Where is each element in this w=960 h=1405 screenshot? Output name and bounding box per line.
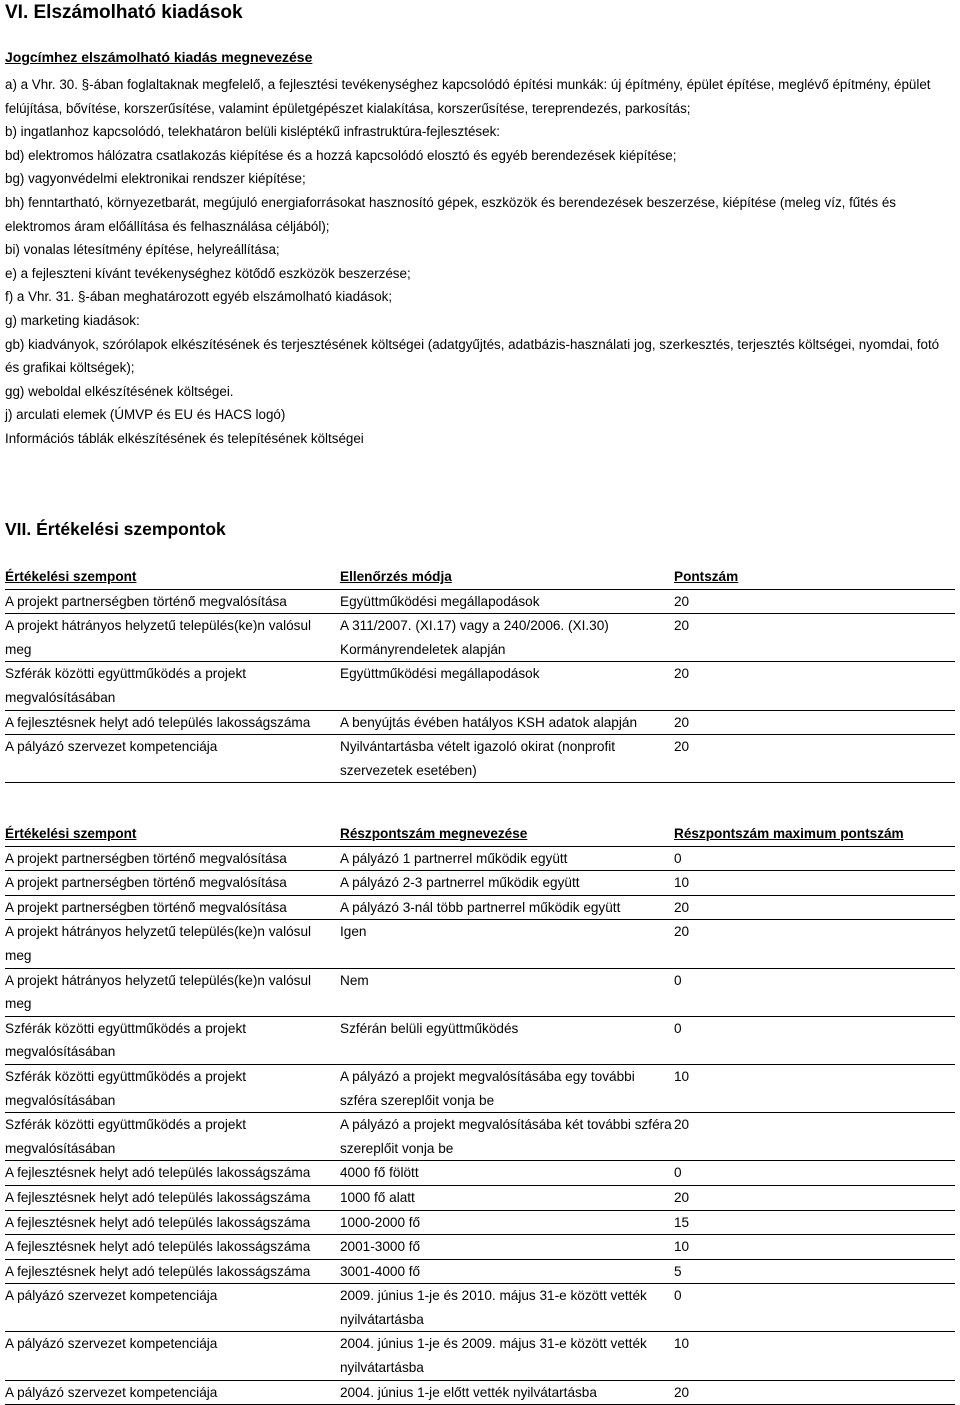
table-row (5, 1185, 955, 1210)
table-cell: 10 (674, 1235, 955, 1260)
table-cell: A pályázó szervezet kompetenciája (5, 1284, 340, 1332)
table-cell: 20 (674, 710, 955, 735)
table-row (5, 614, 955, 662)
table-cell: A 311/2007. (XI.17) vagy a 240/2006. (XI.30) Kormányrendeletek alapján (340, 614, 674, 662)
table-cell: A projekt partnerségben történő megvalósítása (5, 846, 340, 871)
table-cell: Igen (340, 920, 674, 968)
expense-list (5, 73, 955, 451)
table-cell: Együttműködési megállapodások (340, 589, 674, 614)
table-cell: Szférák közötti együttműködés a projekt megvalósításában (5, 1016, 340, 1064)
table-cell: 20 (674, 920, 955, 968)
expense-line: a) a Vhr. 30. §-ában foglaltaknak megfelelő, a fejlesztési tevékenységhez kapcsolódó építési munkák: új építmény, épület építése, meglévő építmény, épület felújítása, bővítése, korszerűsítése, valamint épületgépészet kialakítása, korszerűsítése, tereprendezés, parkosítás; (5, 77, 931, 116)
table-cell: A fejlesztésnek helyt adó település lakosságszáma (5, 1259, 340, 1284)
column-header: Pontszám (674, 565, 955, 589)
table-cell: A pályázó 3-nál több partnerrel működik együtt (340, 895, 674, 920)
table-row (5, 1235, 955, 1260)
table-cell: 20 (674, 662, 955, 710)
expense-line: bh) fenntartható, környezetbarát, megújuló energiaforrásokat hasznosító gépek, eszközök és berendezések beszerzése, kiépítése (meleg víz, fűtés és elektromos áram előállítása és felhasználása céljából); (5, 194, 896, 234)
table-row (5, 871, 955, 896)
table-cell: A benyújtás évében hatályos KSH adatok alapján (340, 710, 674, 735)
table-body (5, 846, 955, 1405)
table-cell: A pályázó szervezet kompetenciája (5, 1380, 340, 1405)
table-cell: A projekt hátrányos helyzetű település(ke)n valósul meg (5, 920, 340, 968)
table-row (5, 1113, 955, 1161)
table-cell: A pályázó szervezet kompetenciája (5, 735, 340, 783)
table-header-row (5, 822, 955, 846)
table-cell: Szférák közötti együttműködés a projekt megvalósításában (5, 1064, 340, 1112)
column-header: Részpontszám maximum pontszám (674, 822, 955, 846)
table-row (5, 1284, 955, 1332)
table-cell: 1000-2000 fő (340, 1210, 674, 1235)
table-cell: A fejlesztésnek helyt adó település lakosságszáma (5, 1185, 340, 1210)
table-cell: Nem (340, 968, 674, 1016)
section-title-expenses: VI. Elszámolható kiadások (5, 2, 243, 23)
table-cell: 15 (674, 1210, 955, 1235)
table-cell: 20 (674, 1185, 955, 1210)
table-cell: 2001-3000 fő (340, 1235, 674, 1260)
table-cell: 20 (674, 589, 955, 614)
table-cell: Nyilvántartásba vételt igazoló okirat (nonprofit szervezetek esetében) (340, 735, 674, 783)
column-header: Részpontszám megnevezése (340, 822, 674, 846)
table-cell: 3001-4000 fő (340, 1259, 674, 1284)
sub-score-table (5, 822, 955, 1405)
column-header: Értékelési szempont (5, 822, 340, 846)
table-cell: 10 (674, 1064, 955, 1112)
table-row (5, 662, 955, 710)
table-row (5, 589, 955, 614)
table-cell: 2009. június 1-je és 2010. május 31-e között vették nyilvátartásba (340, 1284, 674, 1332)
table-cell: A pályázó a projekt megvalósításába két további szféra szereplőit vonja be (340, 1113, 674, 1161)
section-subtitle-expenses: Jogcímhez elszámolható kiadás megnevezése (5, 49, 313, 65)
expense-line: j) arculati elemek (ÚMVP és EU és HACS logó) (5, 407, 286, 423)
table-cell: A projekt partnerségben történő megvalósítása (5, 871, 340, 896)
table-row (5, 968, 955, 1016)
table-body (5, 589, 955, 783)
table-cell: A fejlesztésnek helyt adó település lakosságszáma (5, 1161, 340, 1186)
table-cell: 10 (674, 871, 955, 896)
table-cell: 0 (674, 1284, 955, 1332)
column-header: Ellenőrzés módja (340, 565, 674, 589)
table-cell: A pályázó szervezet kompetenciája (5, 1332, 340, 1380)
table-row (5, 1380, 955, 1405)
table-cell: 0 (674, 968, 955, 1016)
table-cell: A pályázó 1 partnerrel működik együtt (340, 846, 674, 871)
table-cell: 4000 fő fölött (340, 1161, 674, 1186)
expense-line: Információs táblák elkészítésének és telepítésének költségei (5, 430, 364, 446)
expense-line: f) a Vhr. 31. §-ában meghatározott egyéb elszámolható kiadások; (5, 289, 393, 305)
expense-line: bd) elektromos hálózatra csatlakozás kiépítése és a hozzá kapcsolódó elosztó és egyéb berendezések kiépítése; (5, 147, 677, 163)
expense-line: bi) vonalas létesítmény építése, helyreállítása; (5, 242, 280, 258)
table-cell: 20 (674, 1113, 955, 1161)
table-cell: 10 (674, 1332, 955, 1380)
expense-line: e) a fejleszteni kívánt tevékenységhez kötődő eszközök beszerzése; (5, 265, 411, 281)
table-cell: 20 (674, 895, 955, 920)
table-cell: A pályázó 2-3 partnerrel működik együtt (340, 871, 674, 896)
table-row (5, 1016, 955, 1064)
table-row (5, 1064, 955, 1112)
table-cell: 2004. június 1-je és 2009. május 31-e között vették nyilvátartásba (340, 1332, 674, 1380)
expense-line: g) marketing kiadások: (5, 312, 140, 328)
expense-line: bg) vagyonvédelmi elektronikai rendszer kiépítése; (5, 171, 306, 187)
table-row (5, 895, 955, 920)
table-cell: 20 (674, 735, 955, 783)
table-cell: A projekt partnerségben történő megvalósítása (5, 895, 340, 920)
table-cell: A pályázó a projekt megvalósításába egy további szféra szereplőit vonja be (340, 1064, 674, 1112)
expense-line: b) ingatlanhoz kapcsolódó, telekhatáron belüli kisléptékű infrastruktúra-fejlesztések: (5, 124, 500, 140)
table-cell: A projekt hátrányos helyzetű település(ke)n valósul meg (5, 968, 340, 1016)
table-cell: A fejlesztésnek helyt adó település lakosságszáma (5, 1235, 340, 1260)
table-cell: A projekt hátrányos helyzetű település(ke)n valósul meg (5, 614, 340, 662)
table-row (5, 846, 955, 871)
table-cell: 2004. június 1-je előtt vették nyilvátartásba (340, 1380, 674, 1405)
table-cell: Szférán belüli együttműködés (340, 1016, 674, 1064)
table-cell: 0 (674, 1161, 955, 1186)
table-cell: 1000 fő alatt (340, 1185, 674, 1210)
table-row (5, 1332, 955, 1380)
table-row (5, 735, 955, 783)
table-row (5, 920, 955, 968)
table-cell: 20 (674, 1380, 955, 1405)
table-cell: A fejlesztésnek helyt adó település lakosságszáma (5, 1210, 340, 1235)
table-row (5, 1161, 955, 1186)
table-cell: Szférák közötti együttműködés a projekt megvalósításában (5, 1113, 340, 1161)
table-cell: Szférák közötti együttműködés a projekt megvalósításában (5, 662, 340, 710)
table-cell: 0 (674, 846, 955, 871)
table-row (5, 1259, 955, 1284)
section-title-evaluation: VII. Értékelési szempontok (5, 519, 226, 539)
table-row (5, 710, 955, 735)
evaluation-criteria-table (5, 565, 955, 783)
table-cell: A projekt partnerségben történő megvalósítása (5, 589, 340, 614)
table-header-row (5, 565, 955, 589)
column-header: Értékelési szempont (5, 565, 340, 589)
expense-line: gb) kiadványok, szórólapok elkészítésének és terjesztésének költségei (adatgyűjtés, adatbázis-használati jog, szerkesztés, terjesztés költségei, nyomdai, fotó és grafikai költségek); (5, 336, 940, 376)
table-cell: 5 (674, 1259, 955, 1284)
expense-line: gg) weboldal elkészítésének költségei. (5, 383, 234, 399)
table-row (5, 1210, 955, 1235)
table-cell: 20 (674, 614, 955, 662)
table-cell: A fejlesztésnek helyt adó település lakosságszáma (5, 710, 340, 735)
table-cell: Együttműködési megállapodások (340, 662, 674, 710)
table-cell: 0 (674, 1016, 955, 1064)
